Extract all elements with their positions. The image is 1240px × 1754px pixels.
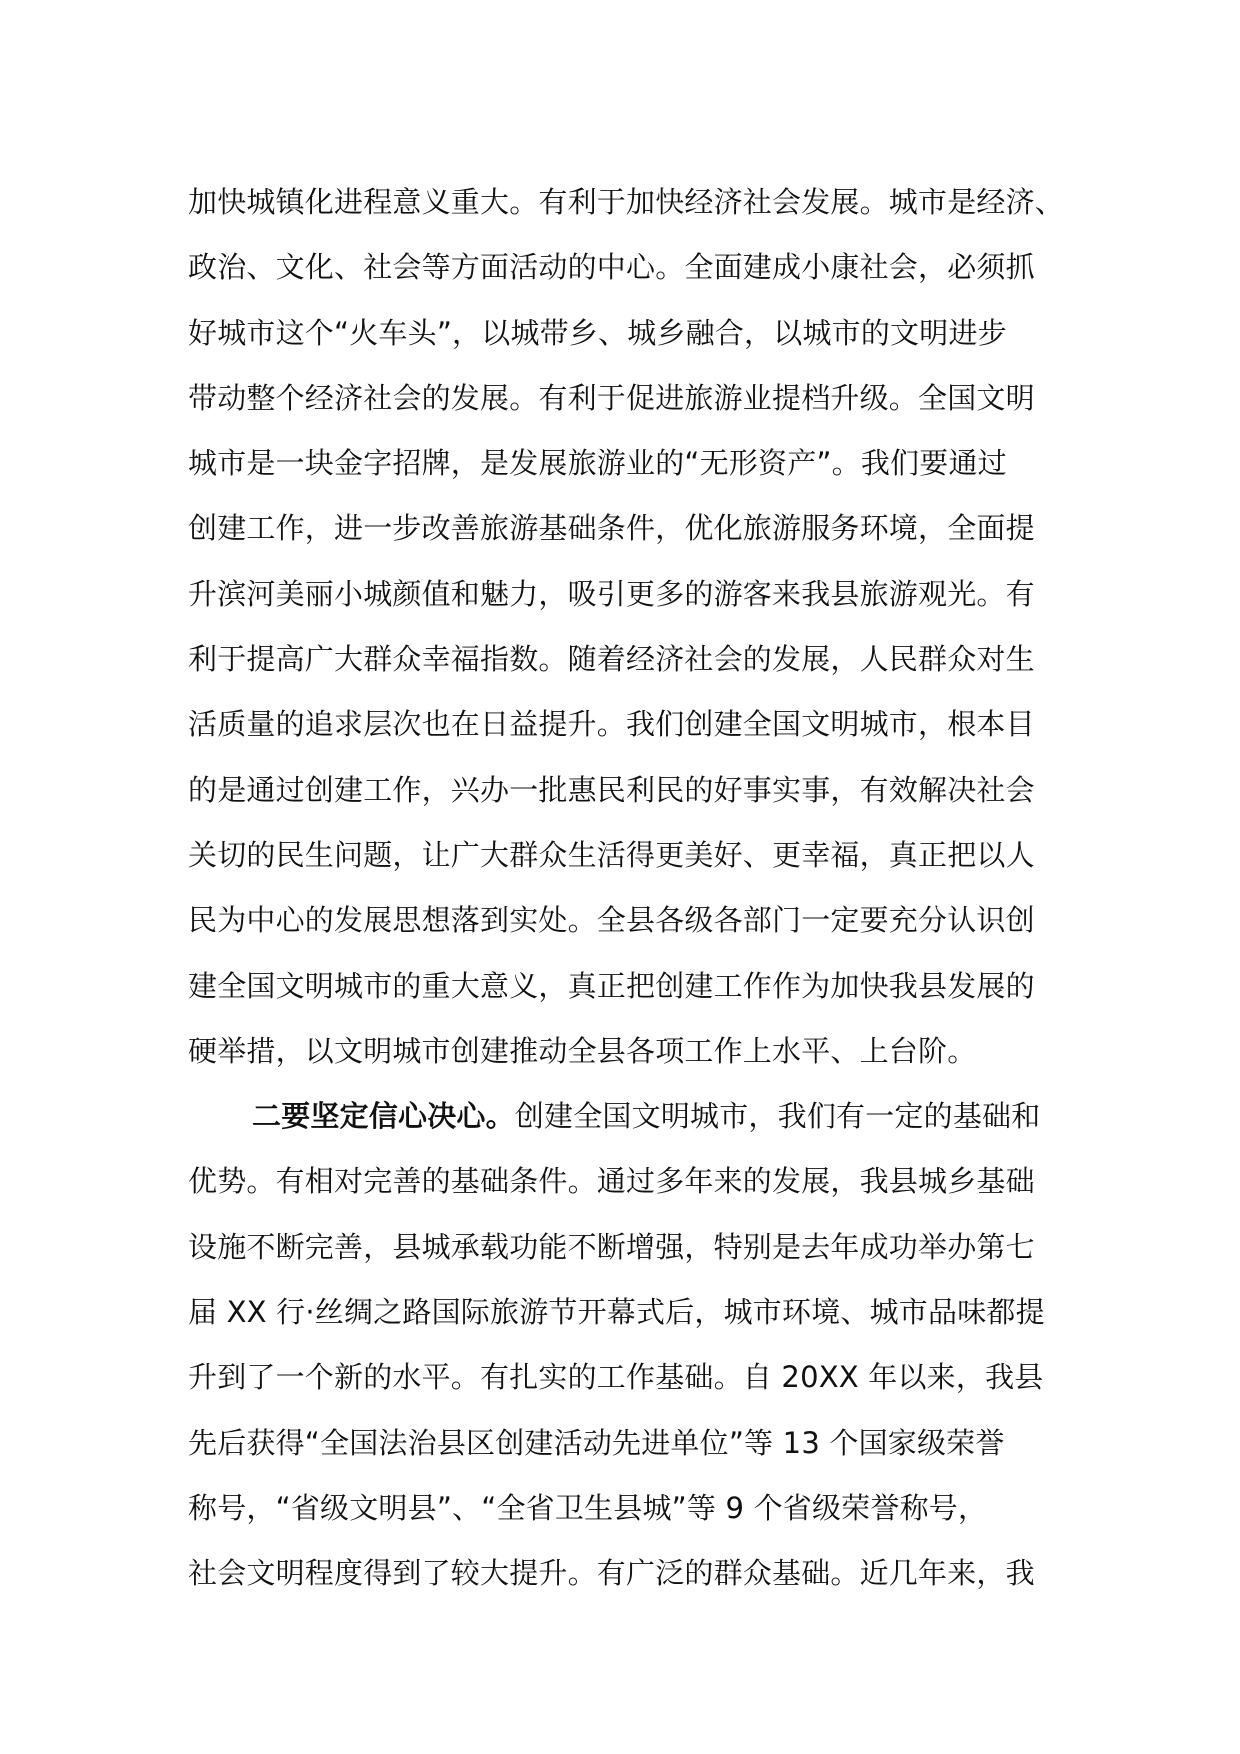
paragraph-1 bbox=[188, 170, 1065, 1084]
paragraph-2-first-line bbox=[188, 1084, 1060, 1149]
text-line: 利于提高广大群众幸福指数。随着经济社会的发展，人民群众对生 bbox=[188, 642, 1035, 677]
body-text bbox=[188, 170, 1065, 1607]
text-line: 创建工作，进一步改善旅游基础条件，优化旅游服务环境，全面提 bbox=[188, 511, 1035, 546]
text-line: 好城市这个“火车头”，以城带乡、城乡融合，以城市的文明进步 bbox=[188, 315, 1007, 350]
text-line: 升到了一个新的水平。有扎实的工作基础。自 20XX 年以来，我县 bbox=[188, 1360, 1044, 1395]
text-line: 带动整个经济社会的发展。有利于促进旅游业提档升级。全国文明 bbox=[188, 380, 1035, 415]
text-line: 先后获得“全国法治县区创建活动先进单位”等 13 个国家级荣誉 bbox=[188, 1425, 1005, 1460]
text-line: 关切的民生问题，让广大群众生活得更美好、更幸福，真正把以人 bbox=[188, 837, 1035, 872]
text-line: 建全国文明城市的重大意义，真正把创建工作作为加快我县发展的 bbox=[188, 968, 1035, 1003]
text-line: 称号，“省级文明县”、“全省卫生县城”等 9 个省级荣誉称号， bbox=[188, 1490, 988, 1525]
text-line: 活质量的追求层次也在日益提升。我们创建全国文明城市，根本目 bbox=[188, 707, 1035, 742]
text-line: 社会文明程度得到了较大提升。有广泛的群众基础。近几年来，我 bbox=[188, 1556, 1035, 1591]
paragraph-2 bbox=[188, 1084, 1060, 1606]
text-line: 届 XX 行·丝绸之路国际旅游节开幕式后，城市环境、城市品味都提 bbox=[188, 1295, 1045, 1330]
text-line: 城市是一块金字招牌，是发展旅游业的“无形资产”。我们要通过 bbox=[188, 446, 1007, 481]
text-line: 的是通过创建工作，兴办一批惠民利民的好事实事，有效解决社会 bbox=[188, 772, 1035, 807]
text-line: 硬举措，以文明城市创建推动全县各项工作上水平、上台阶。 bbox=[188, 1033, 977, 1068]
first-line-text: 创建全国文明城市，我们有一定的基础和 bbox=[514, 1099, 1041, 1134]
section-heading: 二要坚定信心决心。 bbox=[252, 1099, 515, 1134]
text-line: 民为中心的发展思想落到实处。全县各级各部门一定要充分认识创 bbox=[188, 903, 1035, 938]
text-line: 政治、文化、社会等方面活动的中心。全面建成小康社会，必须抓 bbox=[188, 250, 1035, 285]
text-line: 设施不断完善，县城承载功能不断增强，特别是去年成功举办第七 bbox=[188, 1229, 1035, 1264]
text-line: 升滨河美丽小城颜值和魅力，吸引更多的游客来我县旅游观光。有 bbox=[188, 576, 1035, 611]
text-line: 加快城镇化进程意义重大。有利于加快经济社会发展。城市是经济、 bbox=[188, 185, 1065, 219]
text-line: 优势。有相对完善的基础条件。通过多年来的发展，我县城乡基础 bbox=[188, 1164, 1035, 1199]
